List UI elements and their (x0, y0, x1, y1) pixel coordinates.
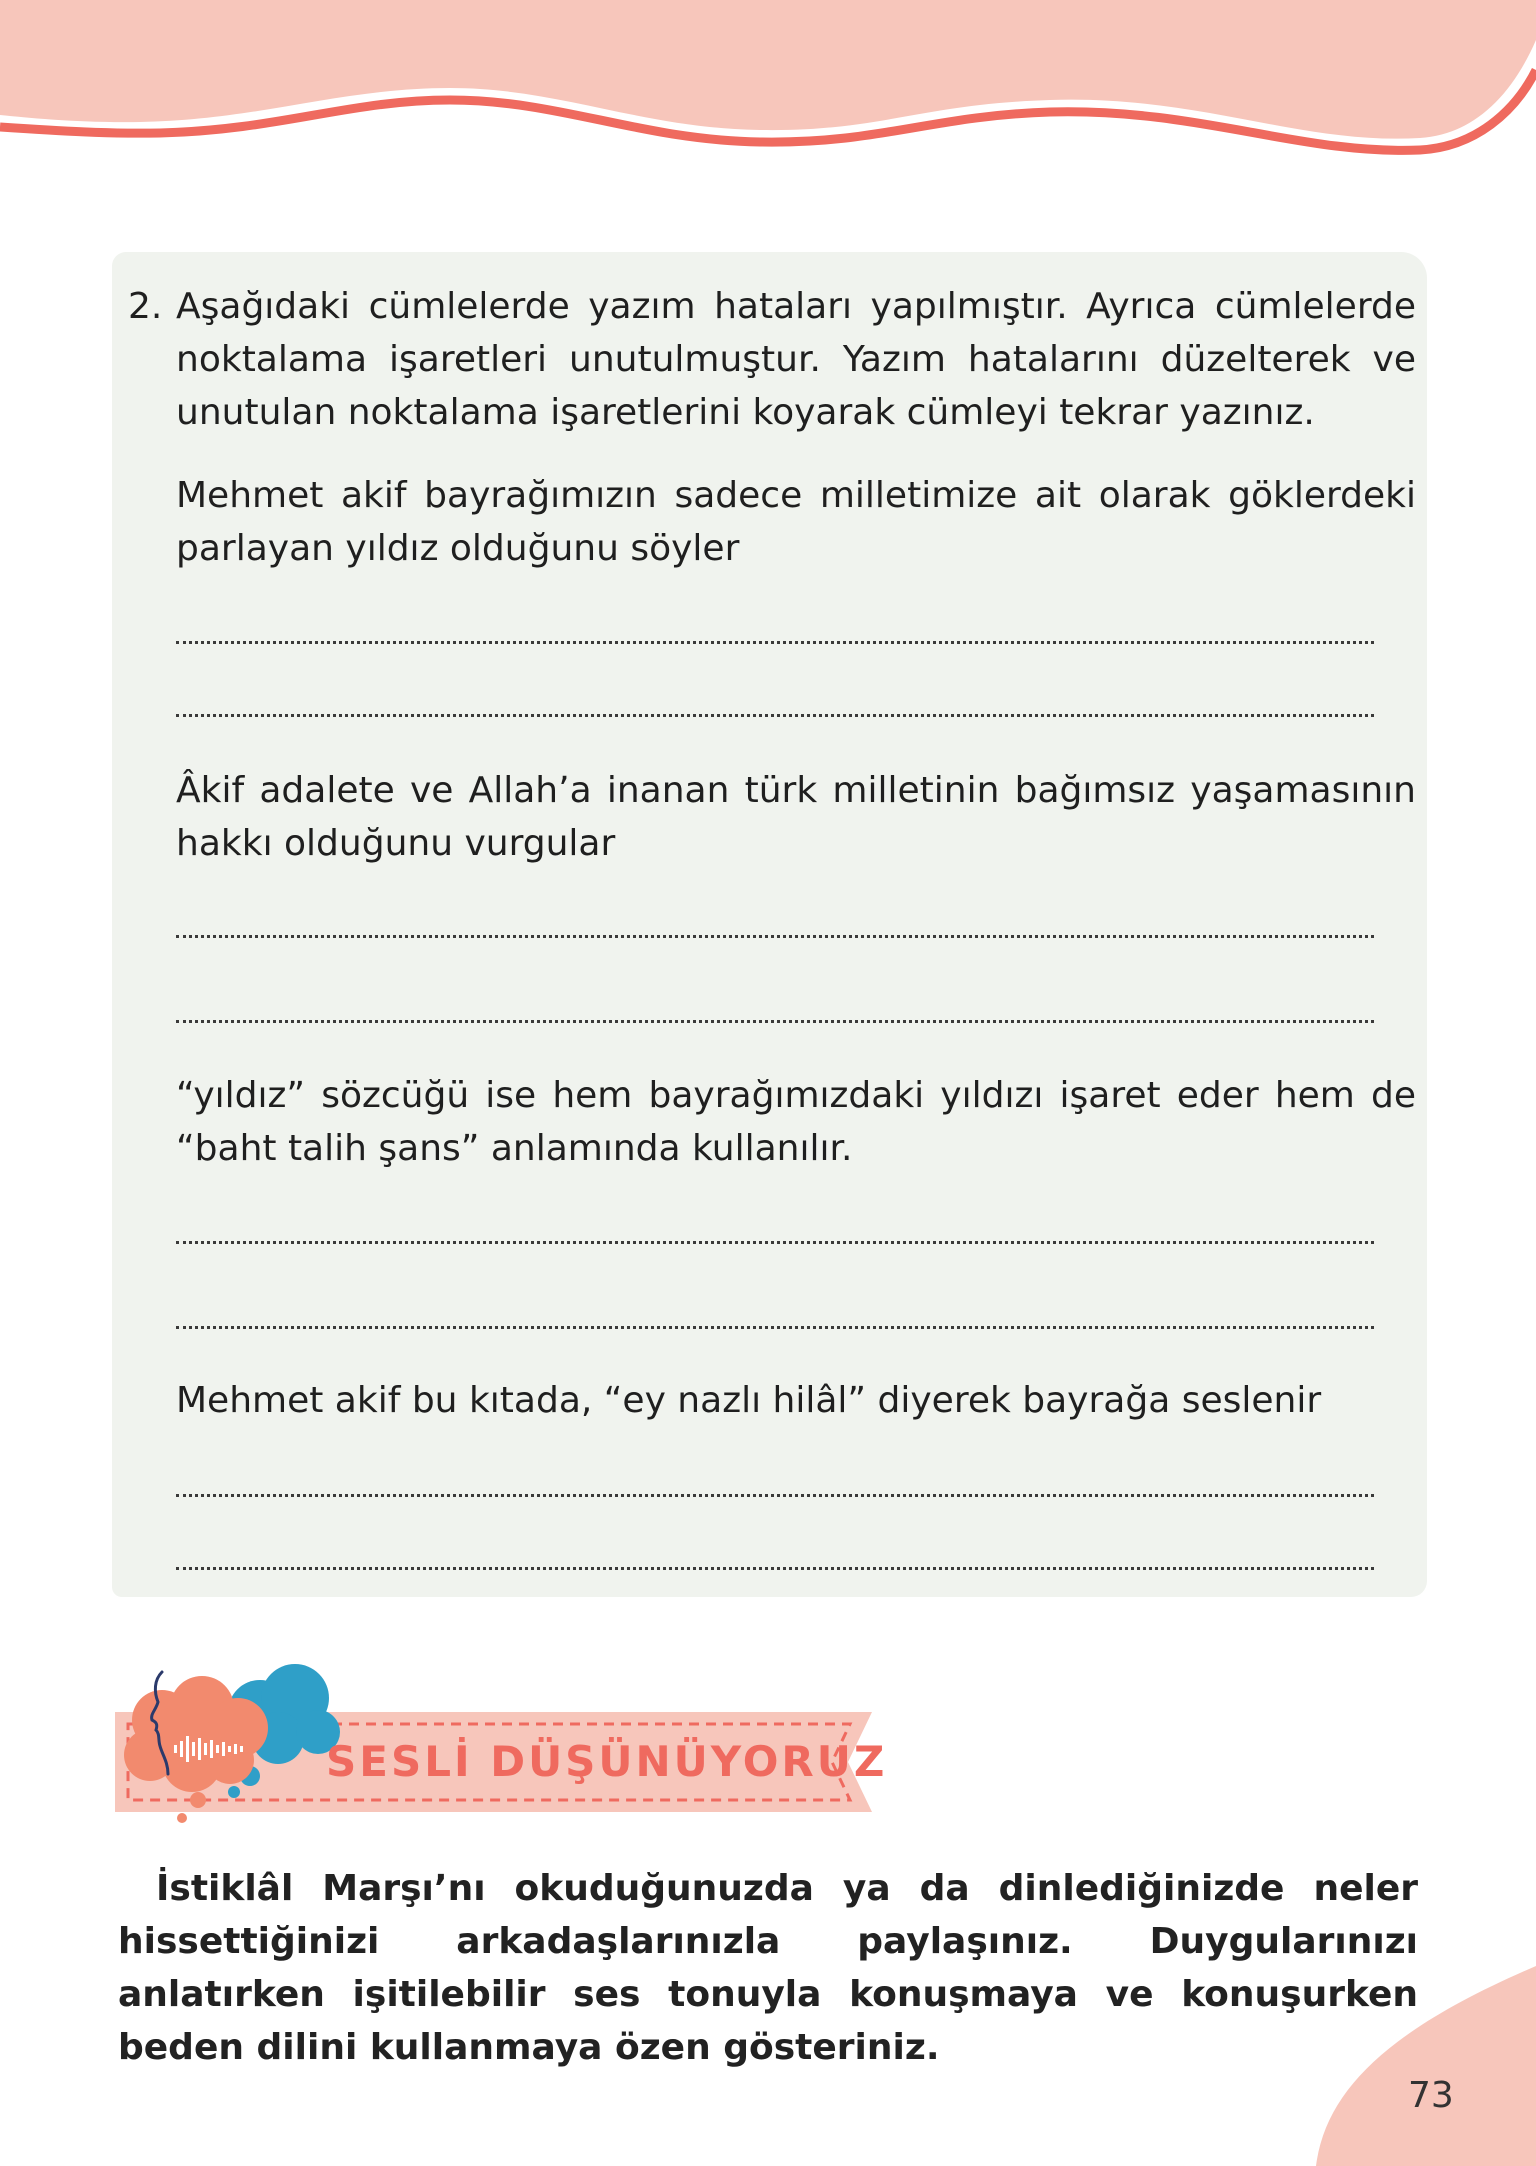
sentence-3: “yıldız” sözcüğü ise hem bayrağımızdaki yıldızı işaret eder hem de “baht talih şans” anlamında kullanılır. (176, 1075, 1416, 1169)
answer-line-3b[interactable] (176, 1326, 1374, 1329)
top-wave-decoration (0, 0, 1536, 160)
question-number: 2. (128, 286, 163, 327)
sentence-4: Mehmet akif bu kıtada, “ey nazlı hilâl” diyerek bayrağa seslenir (176, 1380, 1322, 1421)
sentence-1: Mehmet akif bayrağımızın sadece milletimize ait olarak göklerdeki parlayan yıldız olduğunu söyler (176, 475, 1416, 569)
answer-line-2b[interactable] (176, 1020, 1374, 1023)
banner-title: SESLİ DÜŞÜNÜYORUZ (326, 1737, 888, 1786)
answer-line-1a[interactable] (176, 641, 1374, 644)
activity-text: İstiklâl Marşı’nı okuduğunuzda ya da dinlediğinizde neler hissettiğinizi arkadaşlarınızla paylaşınız. Duygularınızı anlatırken işitilebilir ses tonuyla konuşmaya ve konuşurken beden dilini kullanmaya özen gösteriniz. (118, 1868, 1418, 2068)
corner-decoration (1286, 1966, 1536, 2166)
sentence-2: Âkif adalete ve Allah’a inanan türk milletinin bağımsız yaşamasının hakkı olduğunu vurgular (176, 770, 1416, 864)
answer-line-2a[interactable] (176, 935, 1374, 938)
answer-line-4a[interactable] (176, 1494, 1374, 1497)
question-instruction: Aşağıdaki cümlelerde yazım hataları yapılmıştır. Ayrıca cümlelerde noktalama işaretleri unutulmuştur. Yazım hatalarını düzelterek ve unutulan noktalama işaretlerini koyarak cümleyi tekrar yazınız. (176, 286, 1416, 433)
answer-line-4b[interactable] (176, 1567, 1374, 1570)
answer-line-1b[interactable] (176, 714, 1374, 717)
page-number: 73 (1408, 2075, 1454, 2116)
answer-line-3a[interactable] (176, 1241, 1374, 1244)
